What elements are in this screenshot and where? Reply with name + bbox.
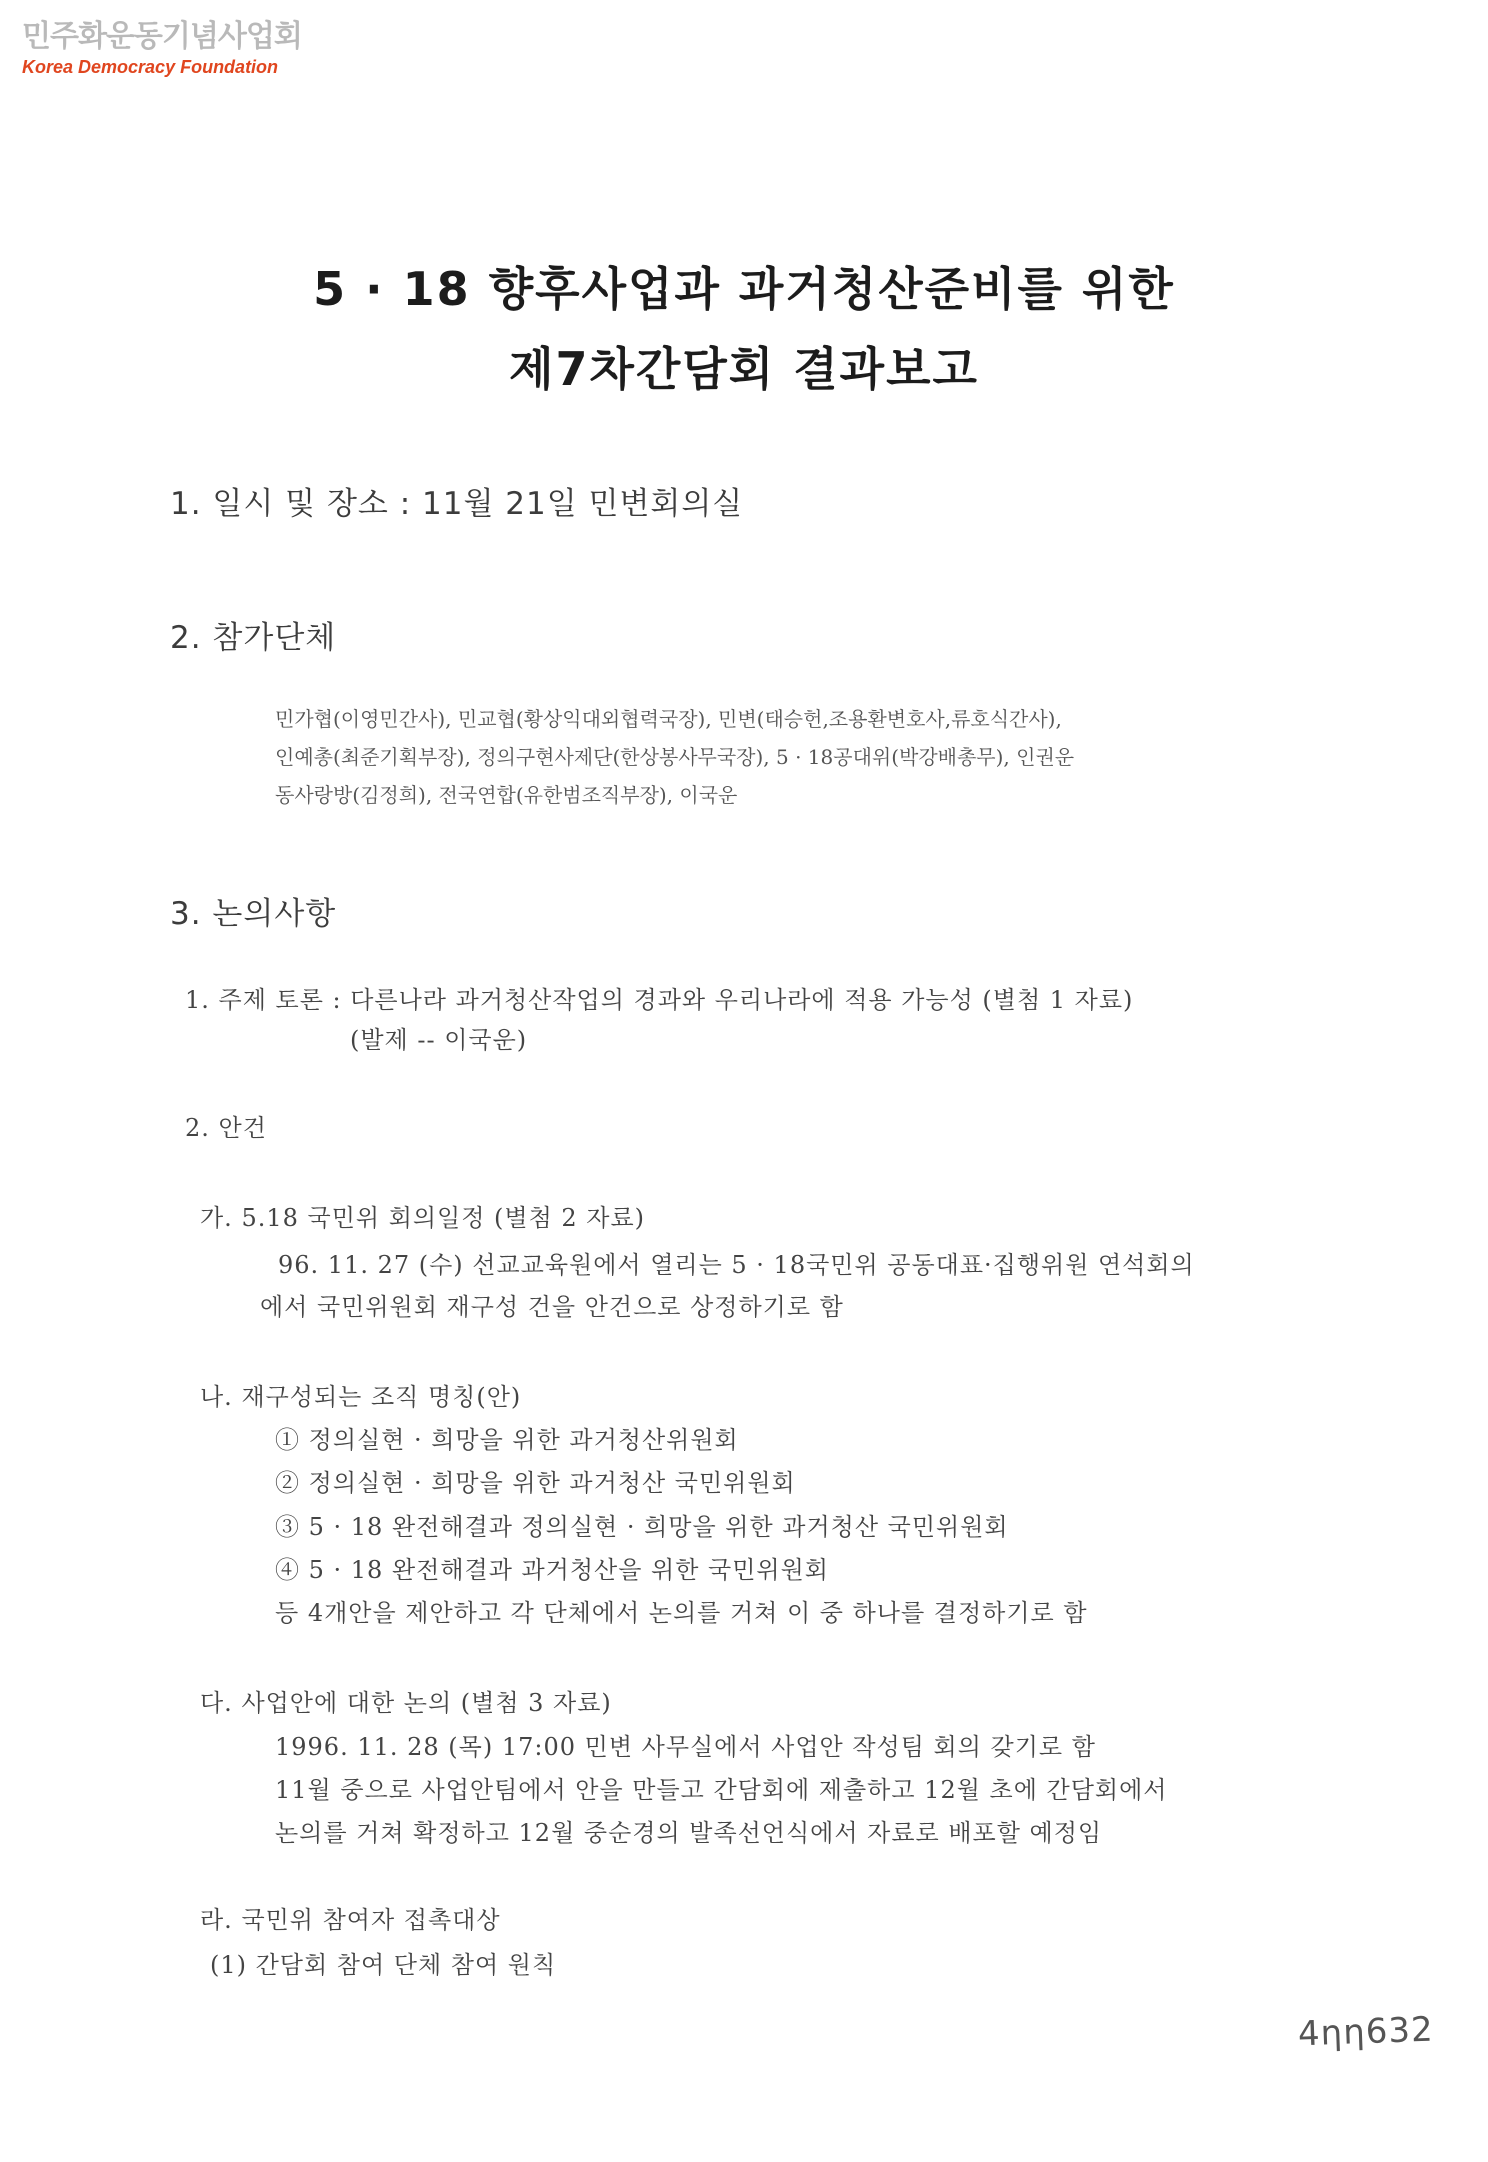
agenda-heading: 2. 안건	[185, 1114, 267, 1142]
name-option-item: ② 정의실현 · 희망을 위한 과거청산 국민위원회	[275, 1469, 796, 1497]
agenda-ra-heading: 라. 국민위 참여자 접촉대상	[200, 1906, 501, 1934]
agenda-ga-line: 96. 11. 27 (수) 선교교육원에서 열리는 5 · 18국민위 공동대표·집행위원 연석회의	[278, 1251, 1195, 1279]
archive-page-number: 4ηη632	[1297, 2009, 1435, 2055]
name-option-item: ④ 5 · 18 완전해결과 과거청산을 위한 국민위원회	[275, 1556, 829, 1584]
participants-line: 인예총(최준기획부장), 정의구현사제단(한상봉사무국장), 5 · 18공대위(박강배총무), 인권운	[275, 745, 1075, 769]
section-discussion-heading: 3. 논의사항	[170, 896, 337, 932]
section-date-place: 1. 일시 및 장소 : 11월 21일 민변회의실	[170, 486, 744, 522]
agenda-da-line: 1996. 11. 28 (목) 17:00 민변 사무실에서 사업안 작성팀 회의 갖기로 함	[275, 1733, 1096, 1761]
agenda-da-line: 11월 중으로 사업안팀에서 안을 만들고 간담회에 제출하고 12월 초에 간담회에서	[275, 1776, 1168, 1804]
agenda-ga-heading: 가. 5.18 국민위 회의일정 (별첨 2 자료)	[200, 1204, 646, 1232]
discussion-presenter: (발제 -- 이국운)	[350, 1026, 528, 1054]
foundation-logo	[22, 18, 302, 78]
participants-line: 민가협(이영민간사), 민교협(황상익대외협력국장), 민변(태승헌,조용환변호사,류호식간사),	[275, 707, 1062, 731]
section-participants-heading: 2. 참가단체	[170, 620, 337, 656]
agenda-da-line: 논의를 거쳐 확정하고 12월 중순경의 발족선언식에서 자료로 배포할 예정임	[275, 1819, 1103, 1847]
agenda-da-heading: 다. 사업안에 대한 논의 (별첨 3 자료)	[200, 1689, 612, 1717]
name-option-item: ① 정의실현 · 희망을 위한 과거청산위원회	[275, 1426, 739, 1454]
agenda-ra-line: (1) 간담회 참여 단체 참여 원칙	[210, 1951, 557, 1979]
agenda-ga-line: 에서 국민위원회 재구성 건을 안건으로 상정하기로 함	[260, 1293, 844, 1321]
document-title-line1: 5 · 18 향후사업과 과거청산준비를 위한	[313, 262, 1175, 316]
participants-line: 동사랑방(김정희), 전국연합(유한범조직부장), 이국운	[275, 783, 738, 807]
name-option-item: ③ 5 · 18 완전해결과 정의실현 · 희망을 위한 과거청산 국민위원회	[275, 1513, 1009, 1541]
document-title-line2: 제7차간담회 결과보고	[509, 342, 979, 396]
logo-english: Korea Democracy Foundation	[22, 57, 279, 77]
name-option-conclusion: 등 4개안을 제안하고 각 단체에서 논의를 거쳐 이 중 하나를 결정하기로 함	[275, 1599, 1088, 1627]
discussion-topic: 1. 주제 토론 : 다른나라 과거청산작업의 경과와 우리나라에 적용 가능성 (별첨 1 자료)	[185, 986, 1134, 1014]
logo-korean: 민주화운동기념사업회	[22, 19, 302, 54]
agenda-na-heading: 나. 재구성되는 조직 명칭(안)	[200, 1383, 522, 1411]
